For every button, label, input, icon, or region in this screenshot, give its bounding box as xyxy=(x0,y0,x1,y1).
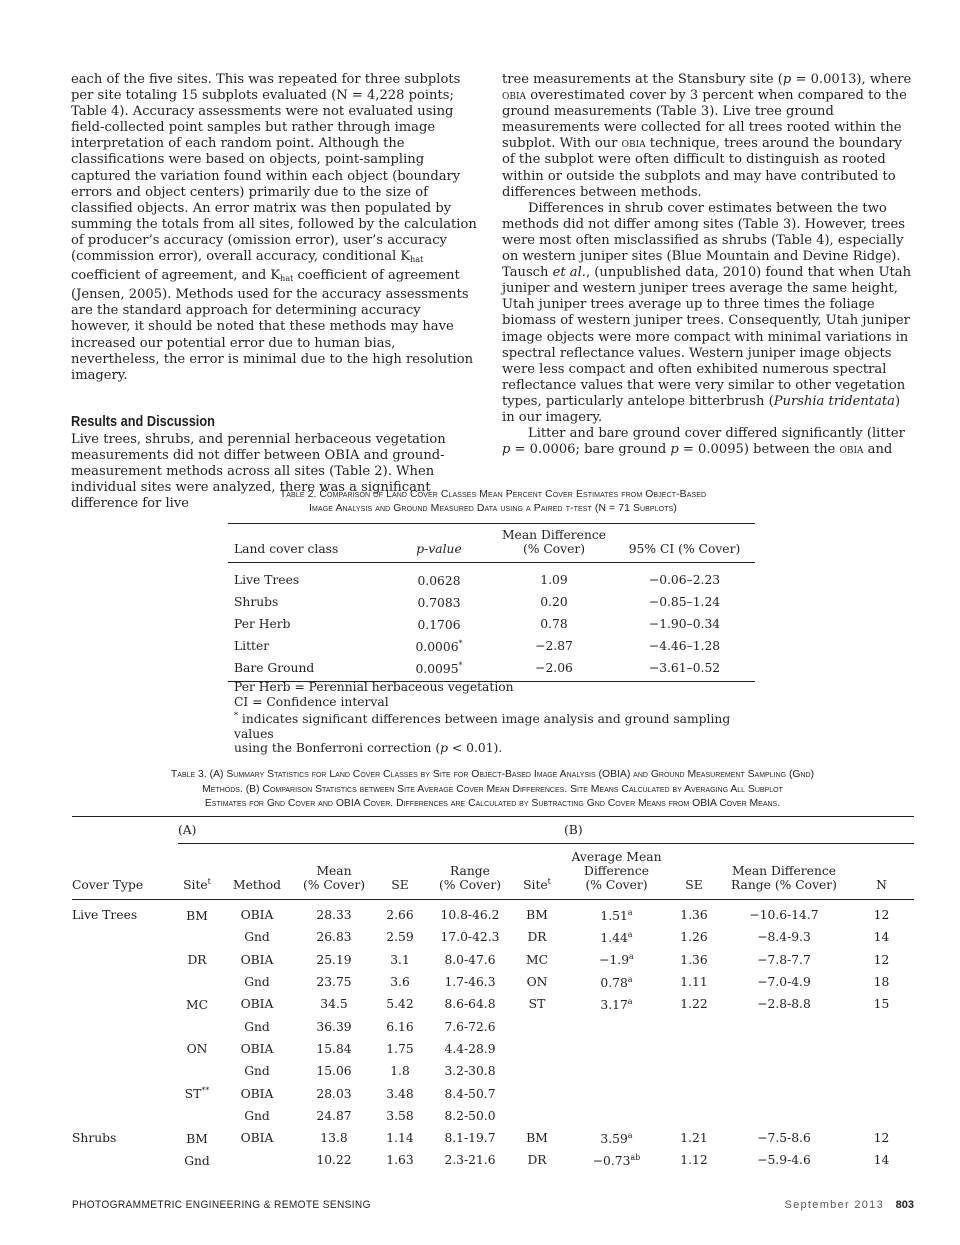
t3-cell-se: 6.16 xyxy=(386,1019,414,1034)
right-paragraph-2: Differences in shrub cover estimates between the two methods did not differ among sites (Table 3). However, trees were most often misclassified as shrubs (Table 4), especially on western juniper sites (Blue Mountain and Devine Ridge). Tausch et al., (unpublished data, 2010) found that when Utah juniper and western juniper trees average the same height, Utah juniper trees average up to three times the foliage biomass of western juniper trees. Consequently, Utah juniper image objects were more compact with minimal variations in spectral reflectance values. Western juniper image objects were less compact and often exhibited numerous spectral reflectance values that were very similar to other vegetation types, particularly antelope bitterbrush (Purshia tridentata) in our imagery. xyxy=(502,200,912,425)
t3-cell-avg: 3.17$^a$ xyxy=(600,996,633,1012)
t3-cell-se: 1.63 xyxy=(386,1153,414,1168)
t3-cell-type xyxy=(72,1060,178,1082)
t2-cell-mean-diff: 1.09 xyxy=(540,573,568,587)
t3-cell-method: OBIA xyxy=(240,1041,274,1056)
t3-cell-avg: 3.59$^a$ xyxy=(600,1130,633,1146)
left-paragraph-2: Live trees, shrubs, and perennial herbaceous vegetation measurements did not differ between OBIA and ground-measurement methods across all sites (Table 2). When individual sites were analyzed, there was a significant difference for live xyxy=(71,431,446,512)
t3-header-n: N xyxy=(849,844,914,900)
t3-cell-site xyxy=(178,926,216,948)
t3-cell-type xyxy=(72,1105,178,1127)
page-number: 803 xyxy=(895,1199,914,1211)
t3-cell-n: 14 xyxy=(873,930,890,945)
table3-caption: Table 3. (A) Summary Statistics for Land Cover Classes by Site for Object-Based Image Analysis (OBIA) and Ground Measurement Sampling (Gnd) Methods. (B) Comparison Statistics between Site Average Cover Mean Differences. Site Means Calculated by Averaging All Subplot Estimates for Gnd Cover and OBIA Cover. Differences are Calculated by Subtracting Gnd Cover Means from OBIA Cover Means. xyxy=(170,769,815,809)
t3-cell-mean: 34.5 xyxy=(320,997,348,1012)
table-row xyxy=(72,949,914,971)
t2-cell-class: Live Trees xyxy=(234,573,300,587)
t3-cell-site: ST** xyxy=(184,1086,210,1102)
t3-cell-siteb: DR xyxy=(527,1153,547,1168)
t3-cell-range: 2.3-21.6 xyxy=(444,1153,496,1168)
t3-cell-n xyxy=(849,1082,914,1104)
t3-cell-seb xyxy=(669,1015,719,1037)
t3-cell-site xyxy=(178,1060,216,1082)
t3-cell-n xyxy=(849,1060,914,1082)
t3-cell-mean: 13.8 xyxy=(320,1131,348,1146)
t3-cell-mean: 28.03 xyxy=(316,1086,352,1101)
table2-notes: Per Herb = Perennial herbaceous vegetation CI = Confidence interval * indicates significant differences between image analysis and ground sampling values using the Bonferroni correction (p < 0.01). xyxy=(234,680,731,755)
t3-cell-mean: 10.22 xyxy=(316,1153,352,1168)
t3-cell-site: DR xyxy=(187,953,207,968)
t3-cell-type xyxy=(72,949,178,971)
t3-cell-site: MC xyxy=(186,997,208,1012)
t3-cell-avg: −1.9$^a$ xyxy=(599,952,634,968)
t3-cell-mdr: −5.9-4.6 xyxy=(757,1153,811,1168)
left-text-column xyxy=(71,72,483,512)
t3-group-b-label: (B) xyxy=(564,817,914,844)
t3-cell-mdr xyxy=(719,1038,849,1060)
t2-cell-mean-diff: −2.06 xyxy=(494,657,614,682)
t3-cell-mean: 26.83 xyxy=(316,930,352,945)
t3-cell-avg xyxy=(564,1015,669,1037)
t3-cell-mean: 15.06 xyxy=(316,1064,352,1079)
t3-cell-se: 3.6 xyxy=(390,975,410,990)
t3-cell-siteb xyxy=(510,1105,564,1127)
t3-cell-site: BM xyxy=(186,1131,208,1146)
t3-cell-range: 8.4-50.7 xyxy=(444,1086,496,1101)
t3-cell-range: 17.0-42.3 xyxy=(440,930,500,945)
t3-group-a-label: (A) xyxy=(178,817,564,844)
t3-header-se-b: SE xyxy=(669,844,719,900)
t2-cell-class: Per Herb xyxy=(234,617,291,631)
t3-cell-mdr: −8.4-9.3 xyxy=(757,930,811,945)
t3-cell-range: 7.6-72.6 xyxy=(444,1019,496,1034)
t3-cell-avg: 1.44$^a$ xyxy=(600,929,633,945)
t3-cell-se: 1.75 xyxy=(386,1041,414,1056)
t3-cell-seb: 1.12 xyxy=(680,1153,708,1168)
t3-cell-avg: 0.78$^a$ xyxy=(600,974,633,990)
t3-cell-seb: 1.21 xyxy=(680,1131,708,1146)
t3-cell-seb xyxy=(669,1038,719,1060)
journal-name: PHOTOGRAMMETRIC ENGINEERING & REMOTE SENSING xyxy=(72,1199,371,1211)
table-row xyxy=(72,993,914,1015)
t3-cell-range: 3.2-30.8 xyxy=(444,1064,496,1079)
t3-cell-seb: 1.36 xyxy=(680,952,708,967)
t3-cell-seb xyxy=(669,1060,719,1082)
t2-cell-pvalue: 0.1706 xyxy=(417,617,461,632)
t3-header-mean-diff-range: Mean Difference Range (% Cover) xyxy=(719,844,849,900)
t3-cell-n: 15 xyxy=(873,997,890,1012)
t3-cell-mdr: −7.8-7.7 xyxy=(757,952,811,967)
t3-cell-type xyxy=(72,926,178,948)
t3-cell-method: OBIA xyxy=(240,952,274,967)
t3-cell-method: Gnd xyxy=(244,1064,270,1079)
t3-cell-avg xyxy=(564,1038,669,1060)
t3-cell-siteb: DR xyxy=(527,930,547,945)
t3-cell-seb xyxy=(669,1105,719,1127)
table-row xyxy=(228,635,755,657)
t3-cell-method: Gnd xyxy=(244,1108,270,1123)
t3-cell-mdr: −7.5-8.6 xyxy=(757,1131,811,1146)
t3-cell-se: 3.48 xyxy=(386,1086,414,1101)
t3-cell-mean: 28.33 xyxy=(316,908,352,923)
t3-header-site-b: Site$^t$ xyxy=(510,844,564,900)
t3-cell-siteb: ST xyxy=(528,997,546,1012)
t3-cell-siteb: MC xyxy=(526,952,548,967)
left-paragraph-1: each of the five sites. This was repeated for three subplots per site totaling 15 subplots evaluated (N = 4,228 points; Table 4). Accuracy assessments were not evaluated using field-collected point samples but rather through image interpretation of each random point. Although the classifications were based on objects, point-sampling captured the variation found within each object (boundary errors and object centers) primarily due to the size of classified objects. An error matrix was then populated by summing the totals from all sites, followed by the calculation of producer’s accuracy (omission error), user’s accuracy (commission error), overall accuracy, conditional $K_{hat}$ coefficient of agreement, and $K_{hat}$ coefficient of agreement (Jensen, 2005). Methods used for the accuracy assessments are the standard approach for determining accuracy however, it should be noted that these methods may have increased our potential error due to human bias, nevertheless, the error is minimal due to the high resolution imagery. xyxy=(71,72,477,383)
t3-cell-site: ON xyxy=(186,1042,208,1057)
t3-cell-n: 12 xyxy=(873,952,890,967)
t3-cell-type xyxy=(72,971,178,993)
t2-header-mean-diff: Mean Difference (% Cover) xyxy=(494,524,614,563)
t2-cell-mean-diff: 0.78 xyxy=(540,617,568,631)
table2-caption: Table 2. Comparison of Land Cover Classes Mean Percent Cover Estimates from Object-Based Image Analysis and Ground Measured Data using a Paired t-test (N = 71 Subplots) xyxy=(279,489,707,514)
table-row xyxy=(228,591,755,613)
t3-cell-type: Shrubs xyxy=(72,1131,117,1146)
t3-cell-type: Live Trees xyxy=(72,908,138,923)
t3-cell-n: 12 xyxy=(873,1131,890,1146)
t3-cell-se: 2.66 xyxy=(386,908,414,923)
table-row xyxy=(72,1082,914,1104)
t3-cell-mdr: −10.6-14.7 xyxy=(749,908,819,923)
t3-cell-siteb xyxy=(510,1060,564,1082)
t2-header-pvalue: p-value xyxy=(384,524,494,563)
t3-cell-mean: 23.75 xyxy=(316,975,352,990)
t3-cell-avg: −0.73$^{ab}$ xyxy=(592,1152,641,1168)
t3-cell-type xyxy=(72,1038,178,1060)
issue-date: September 2013 xyxy=(784,1199,884,1211)
t3-cell-seb: 1.22 xyxy=(680,997,708,1012)
t3-cell-seb xyxy=(669,1082,719,1104)
t3-cell-avg xyxy=(564,1105,669,1127)
t3-cell-method: Gnd xyxy=(244,930,270,945)
t2-cell-pvalue: 0.0006* xyxy=(415,638,463,654)
t2-cell-mean-diff: 0.20 xyxy=(540,595,568,609)
t3-cell-mean: 24.87 xyxy=(316,1108,352,1123)
section-heading-results: Results and Discussion xyxy=(71,413,215,430)
t3-cell-site: BM xyxy=(186,908,208,923)
t3-cell-n xyxy=(849,1105,914,1127)
t3-cell-type xyxy=(72,993,178,1015)
t3-cell-avg xyxy=(564,1060,669,1082)
table2 xyxy=(228,523,755,682)
t2-cell-class: Bare Ground xyxy=(228,657,384,682)
t3-cell-site xyxy=(178,1015,216,1037)
t3-cell-mdr xyxy=(719,1015,849,1037)
t3-cell-range: 10.8-46.2 xyxy=(440,908,500,923)
t2-cell-class: Litter xyxy=(234,639,270,653)
t3-cell-se: 1.14 xyxy=(386,1131,414,1146)
t2-header-ci: 95% CI (% Cover) xyxy=(614,524,755,563)
t3-cell-range: 1.7-46.3 xyxy=(444,975,496,990)
t3-cell-se: 3.1 xyxy=(390,952,410,967)
table-row xyxy=(72,1038,914,1060)
t2-cell-ci: −1.90–0.34 xyxy=(648,617,721,631)
t3-header-avg-mean-diff: Average Mean Difference (% Cover) xyxy=(564,844,669,900)
table-row xyxy=(72,1060,914,1082)
t2-cell-mean-diff: −2.87 xyxy=(535,639,573,653)
t3-header-site: Site$^t$ xyxy=(178,844,216,900)
t2-cell-pvalue: 0.0095* xyxy=(384,657,494,682)
table-row xyxy=(72,1105,914,1127)
t3-cell-se: 2.59 xyxy=(386,930,414,945)
t3-cell-range: 8.0-47.6 xyxy=(444,952,496,967)
table-row xyxy=(72,926,914,948)
t3-cell-siteb xyxy=(510,1015,564,1037)
t3-cell-method: OBIA xyxy=(240,908,274,923)
t3-cell-se: 1.8 xyxy=(390,1064,410,1079)
t3-cell-siteb xyxy=(510,1082,564,1104)
t3-cell-method: OBIA xyxy=(240,997,274,1012)
table-row xyxy=(228,657,755,682)
t3-cell-mean: 15.84 xyxy=(316,1041,352,1056)
table-row xyxy=(72,1149,914,1171)
t2-header-class: Land cover class xyxy=(228,524,384,563)
table-row xyxy=(72,971,914,993)
t2-cell-pvalue: 0.0628 xyxy=(417,573,461,588)
t3-header-cover-type: Cover Type xyxy=(72,844,178,900)
table3 xyxy=(72,816,914,1172)
t3-cell-method: Gnd xyxy=(244,1019,270,1034)
t3-cell-range: 4.4-28.9 xyxy=(444,1041,496,1056)
t2-cell-ci: −0.06–2.23 xyxy=(648,573,721,587)
right-paragraph-1: tree measurements at the Stansbury site (p = 0.0013), where obia overestimated cover by 3 percent when compared to the ground measurements (Table 3). Live tree ground measurements were collected for all trees rooted within the subplot. With our obia technique, trees around the boundary of the subplot were often difficult to distinguish as rooted within or outside the subplots and may have contributed to differences between methods. xyxy=(502,72,912,200)
t3-cell-mdr xyxy=(719,1082,849,1104)
t3-cell-n: 18 xyxy=(873,975,890,990)
t3-cell-range: 8.1-19.7 xyxy=(444,1131,496,1146)
t3-header-range: Range (% Cover) xyxy=(430,844,510,900)
t3-cell-mdr xyxy=(719,1060,849,1082)
t3-cell-n: 14 xyxy=(873,1153,890,1168)
t3-cell-method: OBIA xyxy=(240,1086,274,1101)
t3-cell-seb: 1.11 xyxy=(680,975,708,990)
t3-cell-range: 8.2-50.0 xyxy=(444,1108,496,1123)
t3-header-method: Method xyxy=(216,844,298,900)
t2-cell-class: Shrubs xyxy=(234,595,279,609)
t3-cell-siteb: ON xyxy=(526,975,548,990)
t3-cell-method: OBIA xyxy=(240,1131,274,1146)
t3-cell-type xyxy=(72,1015,178,1037)
table-row xyxy=(72,900,914,927)
t3-cell-siteb xyxy=(510,1038,564,1060)
t3-header-mean: Mean (% Cover) xyxy=(298,844,370,900)
t3-cell-n xyxy=(849,1038,914,1060)
t3-cell-site xyxy=(178,971,216,993)
t3-cell-site: Gnd xyxy=(184,1153,210,1168)
t3-cell-n: 12 xyxy=(873,908,890,923)
t3-cell-se: 3.58 xyxy=(386,1108,414,1123)
t3-cell-se: 5.42 xyxy=(386,997,414,1012)
t3-cell-mean: 36.39 xyxy=(316,1019,352,1034)
table-row xyxy=(228,563,755,592)
t2-cell-ci: −4.46–1.28 xyxy=(648,639,721,653)
table-row xyxy=(72,1015,914,1037)
t3-cell-mean: 25.19 xyxy=(316,952,352,967)
table-row xyxy=(72,1127,914,1149)
t3-cell-mdr: −7.0-4.9 xyxy=(757,975,811,990)
right-paragraph-3: Litter and bare ground cover differed significantly (litter p = 0.0006; bare ground p = 0.0095) between the obia and xyxy=(502,426,905,458)
page-footer xyxy=(72,1199,914,1215)
t2-cell-ci: −3.61–0.52 xyxy=(614,657,755,682)
t3-header-se: SE xyxy=(370,844,430,900)
t2-cell-ci: −0.85–1.24 xyxy=(648,595,721,609)
t3-cell-type xyxy=(72,1082,178,1104)
t3-cell-seb: 1.36 xyxy=(680,908,708,923)
t3-cell-siteb: BM xyxy=(526,908,548,923)
t3-cell-avg xyxy=(564,1082,669,1104)
t3-cell-mdr: −2.8-8.8 xyxy=(757,997,811,1012)
right-text-column xyxy=(502,72,914,458)
t3-cell-mdr xyxy=(719,1105,849,1127)
t2-cell-pvalue: 0.7083 xyxy=(417,595,461,610)
t3-cell-seb: 1.26 xyxy=(680,930,708,945)
t3-cell-siteb: BM xyxy=(526,1131,548,1146)
t3-cell-method: Gnd xyxy=(244,975,270,990)
t3-cell-avg: 1.51$^a$ xyxy=(600,907,633,923)
t3-cell-method xyxy=(216,1149,298,1171)
t3-cell-range: 8.6-64.8 xyxy=(444,997,496,1012)
t3-cell-type xyxy=(72,1149,178,1171)
table-row xyxy=(228,613,755,635)
t3-cell-n xyxy=(849,1015,914,1037)
t3-cell-site xyxy=(178,1105,216,1127)
